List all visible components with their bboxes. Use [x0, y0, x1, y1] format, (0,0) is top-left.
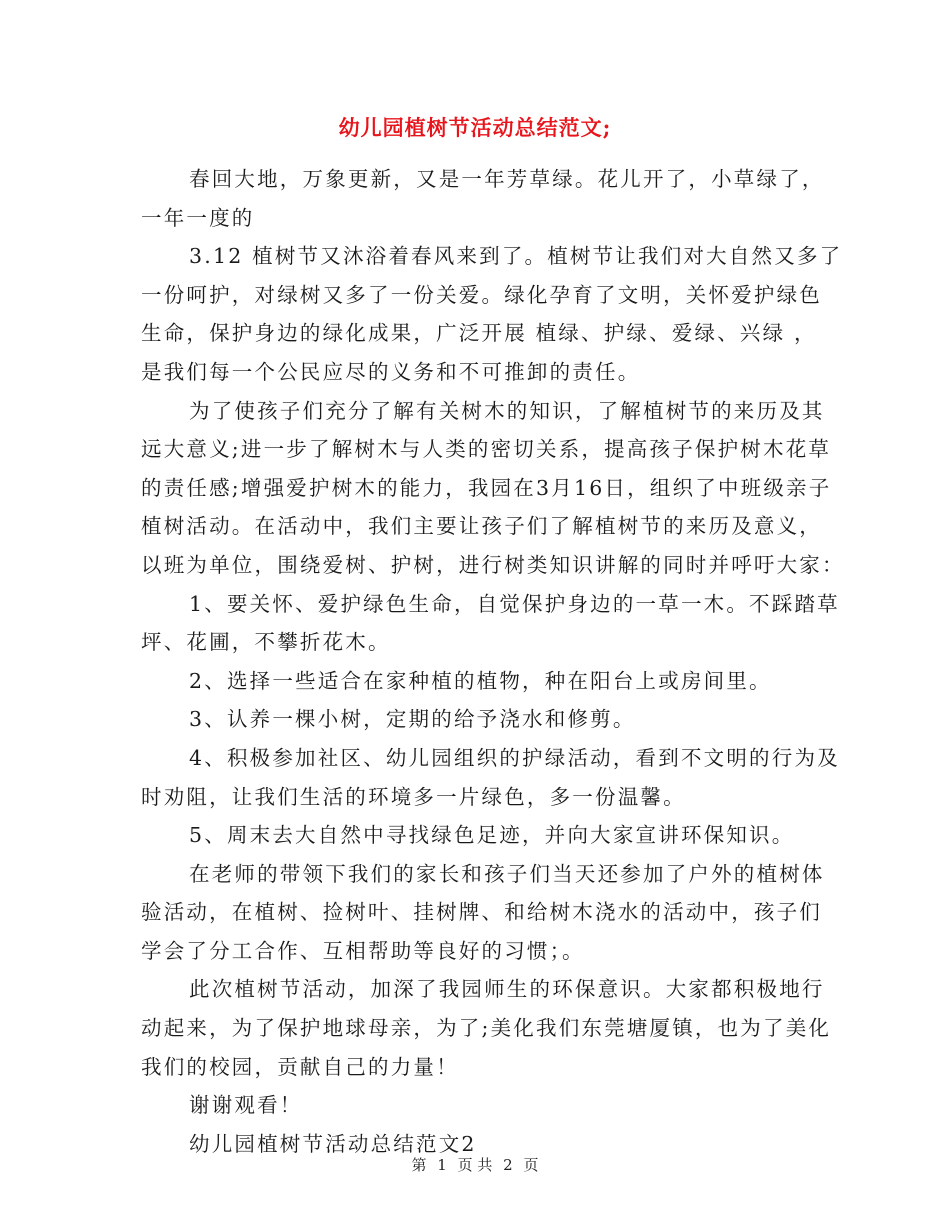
text-line: 4、积极参加社区、幼儿园组织的护绿活动，看到不文明的行为及 — [189, 745, 840, 770]
text-line: 一年一度的 — [141, 205, 255, 230]
document-title: 幼儿园植树节活动总结范文; — [338, 115, 612, 140]
text-line: 幼儿园植树节活动总结范文2 — [189, 1131, 477, 1156]
text-line: 3.12 植树节又沐浴着春风来到了。植树节让我们对大自然又多了 — [189, 244, 843, 269]
text-line: 5、周末去大自然中寻找绿色足迹，并向大家宣讲环保知识。 — [189, 823, 795, 848]
footer-middle: 页 共 — [457, 1156, 493, 1174]
page-footer — [0, 1154, 950, 1176]
text-line: 植树活动。在活动中，我们主要让孩子们了解植树节的来历及意义， — [141, 514, 822, 539]
footer-suffix: 页 — [523, 1156, 539, 1174]
text-line: 3、认养一棵小树，定期的给予浇水和修剪。 — [189, 707, 636, 732]
document-body — [141, 160, 845, 1163]
text-line: 一份呵护，对绿树又多了一份关爱。绿化孕育了文明，关怀爱护绿色 — [141, 282, 822, 307]
footer-total-pages: 2 — [503, 1156, 513, 1174]
text-line: 以班为单位，围绕爱树、护树，进行树类知识讲解的同时并呼吁大家： — [141, 552, 845, 577]
text-line: 坪、花圃，不攀折花木。 — [141, 630, 391, 655]
text-line: 谢谢观看！ — [189, 1093, 303, 1118]
footer-prefix: 第 — [411, 1156, 427, 1174]
text-line: 学会了分工合作、互相帮助等良好的习惯；。 — [141, 938, 585, 963]
text-line: 远大意义;进一步了解树木与人类的密切关系，提高孩子保护树木花草 — [141, 437, 832, 462]
text-line: 我们的校园，贡献自己的力量！ — [141, 1054, 459, 1079]
text-line: 此次植树节活动，加深了我园师生的环保意识。大家都积极地行 — [189, 977, 825, 1002]
text-line: 验活动，在植树、捡树叶、挂树牌、和给树木浇水的活动中，孩子们 — [141, 900, 822, 925]
footer-page-number: 1 — [437, 1156, 447, 1174]
text-line: 生命，保护身边的绿化成果，广泛开展 植绿、护绿、爱绿、兴绿 ， — [141, 321, 817, 346]
text-line: 1、要关怀、爱护绿色生命，自觉保护身边的一草一木。不踩踏草 — [189, 591, 840, 616]
text-line: 春回大地，万象更新，又是一年芳草绿。花儿开了，小草绿了， — [189, 167, 825, 191]
text-line: 在老师的带领下我们的家长和孩子们当天还参加了户外的植树体 — [189, 861, 825, 886]
text-line: 的责任感;增强爱护树木的能力，我园在3月16日，组织了中班级亲子 — [141, 475, 832, 500]
text-line: 2、选择一些适合在家种植的植物，种在阳台上或房间里。 — [189, 668, 772, 693]
text-line: 动起来，为了保护地球母亲，为了;美化我们东莞塘厦镇，也为了美化 — [141, 1016, 832, 1041]
text-line: 为了使孩子们充分了解有关树木的知识，了解植树节的来历及其 — [189, 398, 825, 423]
text-line: 是我们每一个公民应尽的义务和不可推卸的责任。 — [141, 359, 641, 384]
text-line: 时劝阻，让我们生活的环境多一片绿色，多一份温馨。 — [141, 784, 686, 809]
